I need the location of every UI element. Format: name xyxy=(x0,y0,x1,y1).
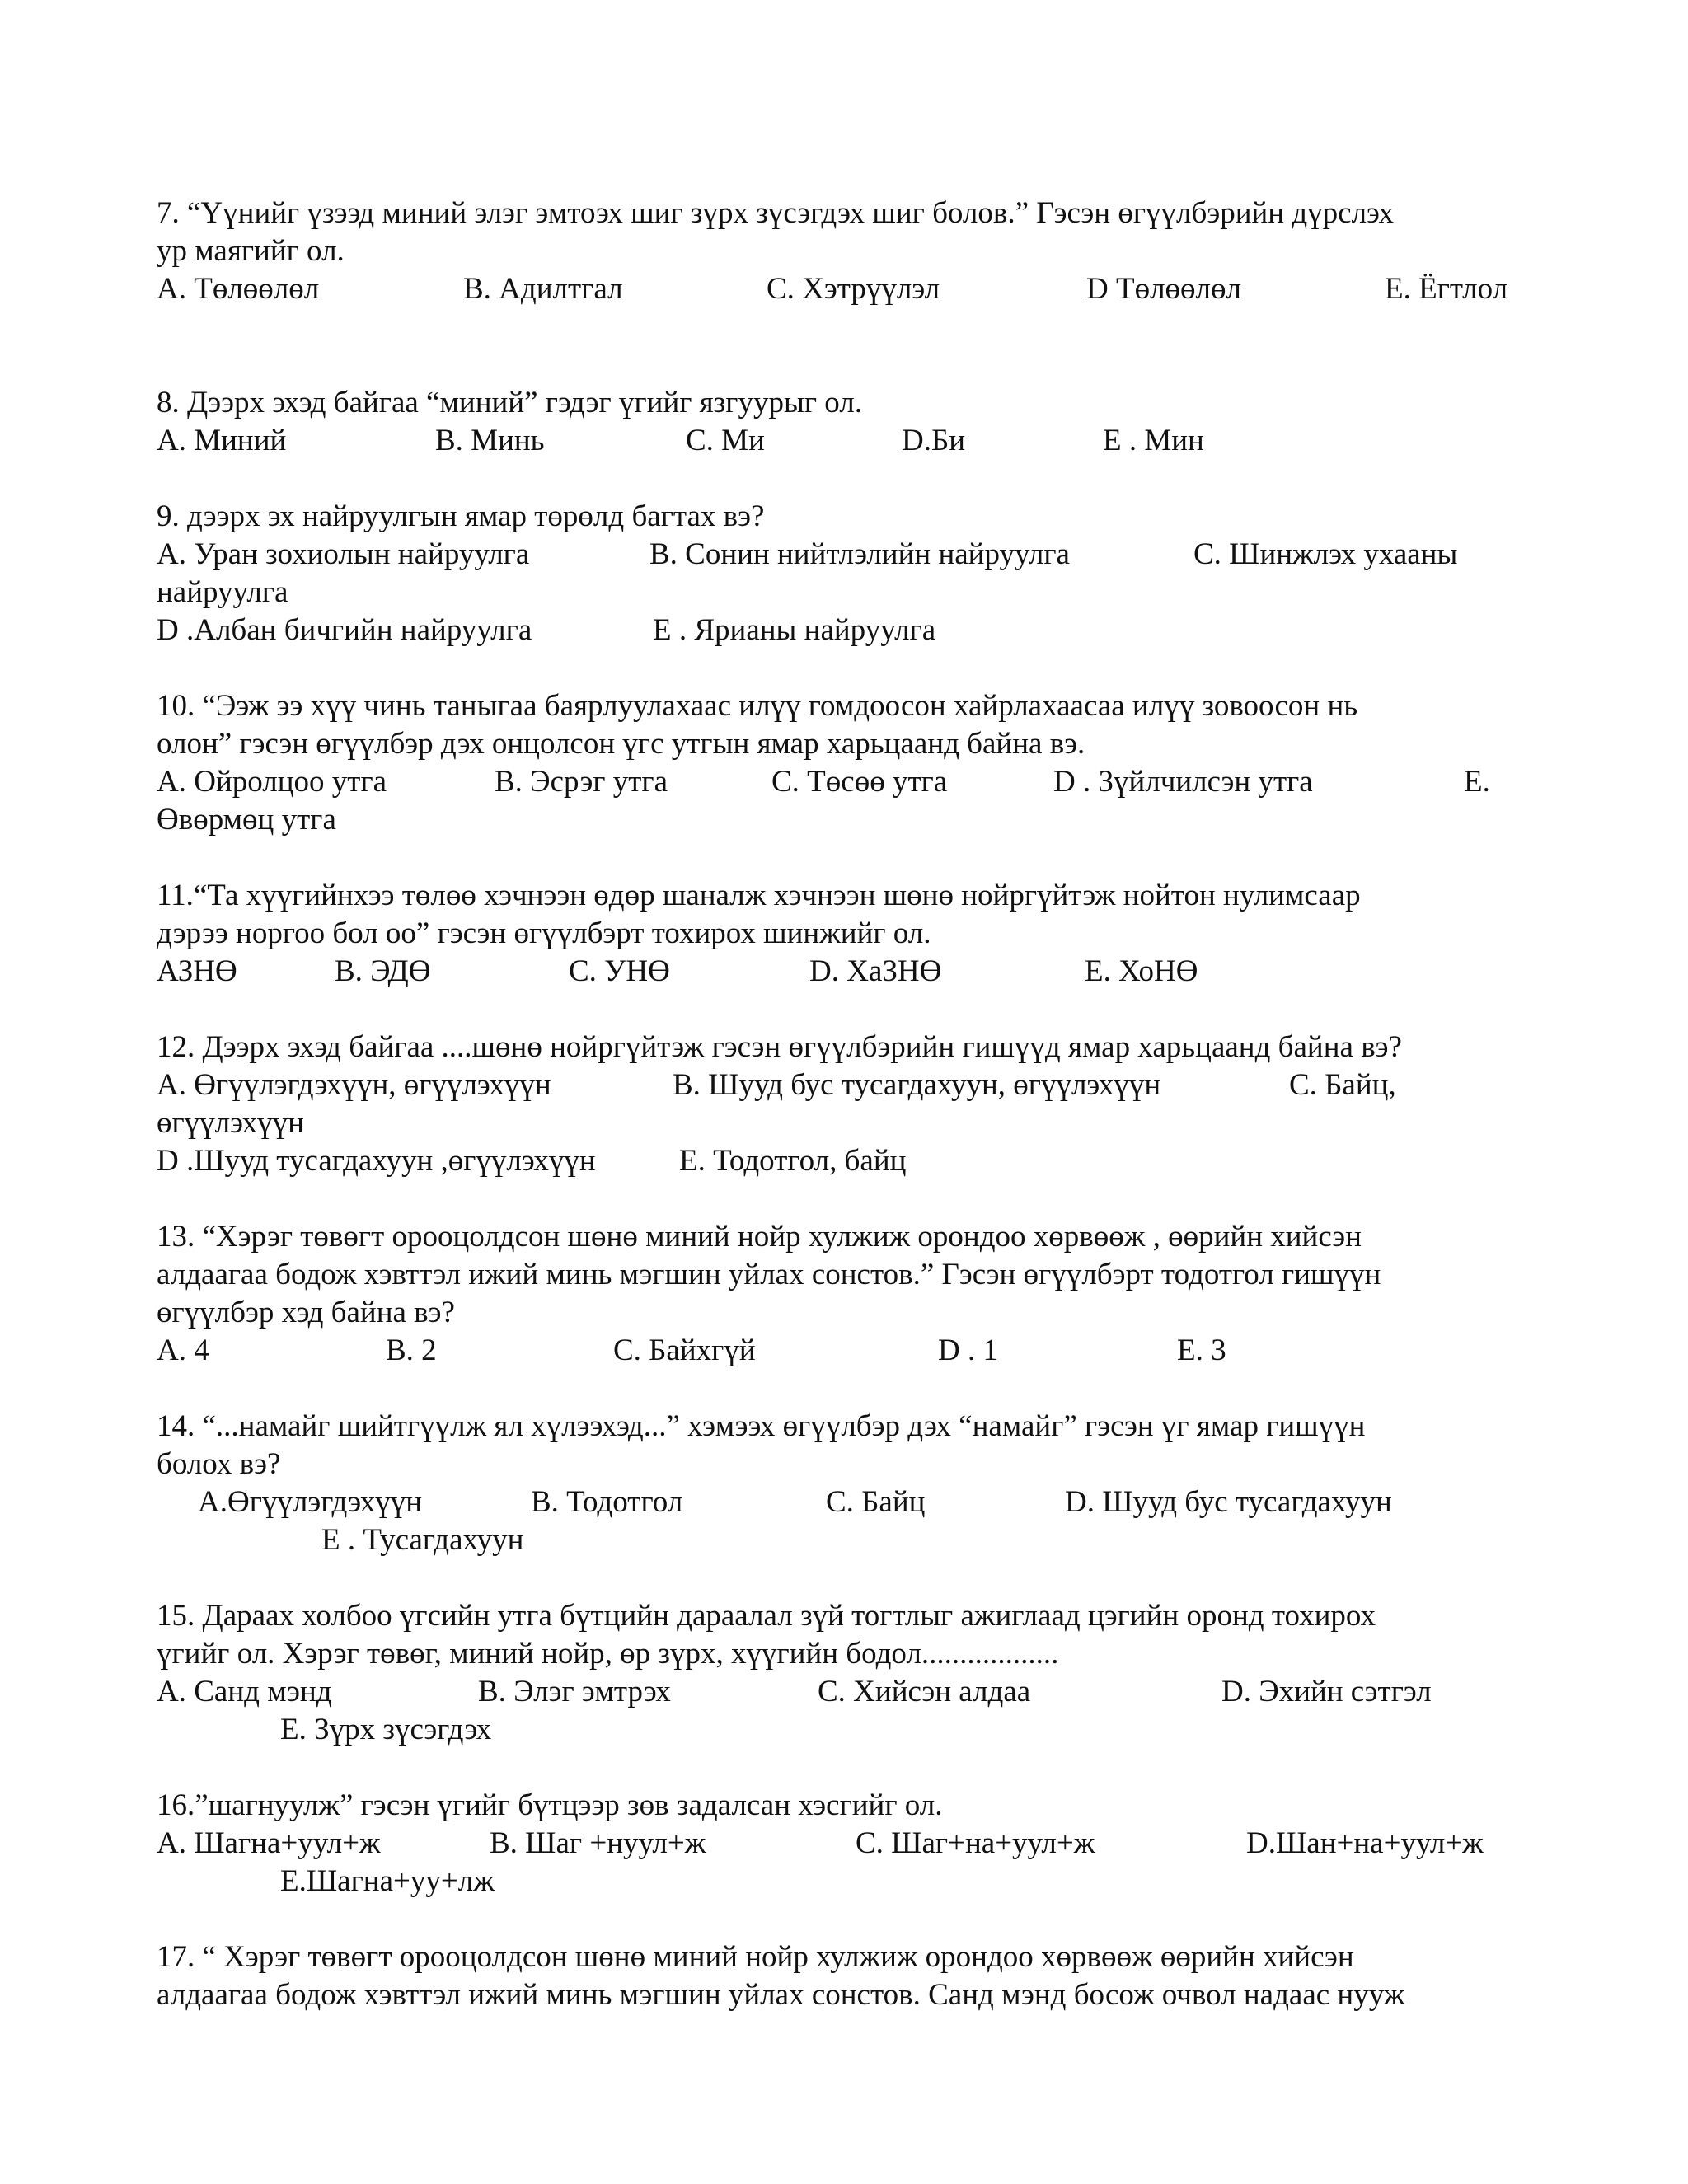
option-e-continued: Өвөрмөц утга xyxy=(157,803,336,837)
option-d: D. Эхийн сэтгэл xyxy=(1221,1675,1432,1708)
option-e: E . Мин xyxy=(1103,424,1204,457)
option-e: E. Тодотгол, байц xyxy=(679,1144,907,1178)
option-d: D . Зүйлчилсэн утга xyxy=(1053,765,1313,799)
question-text: өгүүлбэр хэд байна вэ? xyxy=(157,1296,455,1329)
option-e: E . Тусагдахуун xyxy=(321,1523,524,1557)
option-c: C. Шинжлэх ухааны xyxy=(1193,537,1458,571)
option-d: D .Шууд тусагдахуун ,өгүүлэхүүн xyxy=(157,1144,596,1178)
option-b: B. Минь xyxy=(435,424,545,457)
question-text: 15. Дараах холбоо үгсийн утга бүтцийн дараалал зүй тогтлыг ажиглаад цэгийн оронд тохирох xyxy=(157,1599,1376,1633)
option-a: A. 4 xyxy=(157,1333,209,1367)
option-c-continued: найруулга xyxy=(157,575,288,609)
option-a: A. Санд мэнд xyxy=(157,1675,332,1708)
option-c: C. Байц, xyxy=(1289,1068,1396,1102)
question-text: 9. дээрх эх найруулгын ямар төрөлд багтах вэ? xyxy=(157,499,765,533)
option-b: B. Шаг +нуул+ж xyxy=(490,1826,706,1860)
option-a: A. Өгүүлэгдэхүүн, өгүүлэхүүн xyxy=(157,1068,551,1102)
option-d: D . 1 xyxy=(938,1333,998,1367)
option-e: E. xyxy=(1464,765,1490,799)
option-c: C. Хэтрүүлэл xyxy=(767,272,940,306)
option-b: B. Элэг эмтрэх xyxy=(478,1675,671,1708)
question-text: алдаагаа бодож хэвттэл ижий минь мэгшин уйлах сонстов. Санд мэнд босож очвол надаас нууж xyxy=(157,1978,1405,2012)
option-c: C. Байхгүй xyxy=(613,1333,756,1367)
option-a: A. Уран зохиолын найруулга xyxy=(157,537,530,571)
option-a: A. Ойролцоо утга xyxy=(157,765,387,799)
question-text: 16.”шагнуулж” гэсэн үгийг бүтцээр зөв задалсан хэсгийг ол. xyxy=(157,1788,943,1822)
option-c: C. УНӨ xyxy=(569,954,670,988)
option-c: C. Ми xyxy=(686,424,765,457)
question-text: 7. “Үүнийг үзээд миний элэг эмтоэх шиг зүрх зүсэгдэх шиг болов.” Гэсэн өгүүлбэрийн дүрслэх xyxy=(157,196,1394,230)
option-d: D. Шууд бус тусагдахуун xyxy=(1065,1485,1392,1519)
question-text: 12. Дээрх эхэд байгаа ....шөнө нойргүйтэж гэсэн өгүүлбэрийн гишүүд ямар харьцаанд байна вэ? xyxy=(157,1030,1402,1064)
option-a: A. Миний xyxy=(157,424,287,457)
question-text: алдаагаа бодож хэвттэл ижий минь мэгшин уйлах сонстов.” Гэсэн өгүүлбэрт тодотгол гишүүн xyxy=(157,1258,1381,1291)
option-b: B. Тодотгол xyxy=(531,1485,683,1519)
option-b: B. ЭДӨ xyxy=(335,954,431,988)
option-a: АЗНӨ xyxy=(157,954,237,988)
question-text: олон” гэсэн өгүүлбэр дэх онцолсон үгс утгын ямар харьцаанд байна вэ. xyxy=(157,727,1085,761)
option-b: B. Сонин нийтлэлийн найруулга xyxy=(649,537,1070,571)
option-b: B. Шууд бус тусагдахуун, өгүүлэхүүн xyxy=(673,1068,1161,1102)
option-e: E. Ёгтлол xyxy=(1385,272,1508,306)
question-text: 17. “ Хэрэг төвөгт орооцолдсон шөнө миний нойр хулжиж орондоо хөрвөөж өөрийн хийсэн xyxy=(157,1940,1354,1974)
option-a: A. Төлөөлөл xyxy=(157,272,320,306)
option-c: C. Хийсэн алдаа xyxy=(818,1675,1031,1708)
question-text: 8. Дээрх эхэд байгаа “миний” гэдэг үгийг язгуурыг ол. xyxy=(157,386,862,419)
option-a: A. Шагна+уул+ж xyxy=(157,1826,381,1860)
option-e: E . Ярианы найруулга xyxy=(653,613,936,647)
question-text: 11.“Та хүүгийнхээ төлөө хэчнээн өдөр шаналж хэчнээн шөнө нойргүйтэж нойтон нулимсаар xyxy=(157,879,1361,912)
question-text: дэрээ норгоо бол оо” гэсэн өгүүлбэрт тохирох шинжийг ол. xyxy=(157,916,931,950)
option-a: A.Өгүүлэгдэхүүн xyxy=(198,1485,423,1519)
option-e: E. Зүрх зүсэгдэх xyxy=(280,1713,492,1746)
option-e: E.Шагна+уу+лж xyxy=(280,1864,495,1898)
option-d: D.Би xyxy=(902,424,966,457)
question-text: үгийг ол. Хэрэг төвөг, миний нойр, өр зүрх, хүүгийн бодол.................. xyxy=(157,1637,1059,1671)
option-c: C. Төсөө утга xyxy=(771,765,948,799)
option-c-continued: өгүүлэхүүн xyxy=(157,1106,304,1140)
option-c: C. Шаг+на+уул+ж xyxy=(856,1826,1095,1860)
option-d: D Төлөөлөл xyxy=(1086,272,1241,306)
option-d: D .Албан бичгийн найруулга xyxy=(157,613,532,647)
option-b: B. Эсрэг утга xyxy=(495,765,668,799)
option-d: D. ХаЗНӨ xyxy=(809,954,942,988)
question-text: 13. “Хэрэг төвөгт орооцолдсон шөнө миний нойр хулжиж орондоо хөрвөөж , өөрийн хийсэн xyxy=(157,1220,1362,1254)
option-c: C. Байц xyxy=(826,1485,926,1519)
question-text: 10. “Ээж ээ хүү чинь таныгаа баярлуулахаас илүү гомдоосон хайрлахаасаа илүү зовоосон нь xyxy=(157,689,1358,723)
option-e: E. 3 xyxy=(1177,1333,1226,1367)
question-text: болох вэ? xyxy=(157,1447,281,1481)
option-e: E. ХоНӨ xyxy=(1085,954,1198,988)
question-text: ур маягийг ол. xyxy=(157,234,345,268)
option-d: D.Шан+на+уул+ж xyxy=(1246,1826,1484,1860)
option-b: B. 2 xyxy=(386,1333,437,1367)
question-text: 14. “...намайг шийтгүүлж ял хүлээхэд...” хэмээх өгүүлбэр дэх “намайг” гэсэн үг ямар гишүүн xyxy=(157,1409,1366,1443)
option-b: B. Адилтгал xyxy=(463,272,623,306)
